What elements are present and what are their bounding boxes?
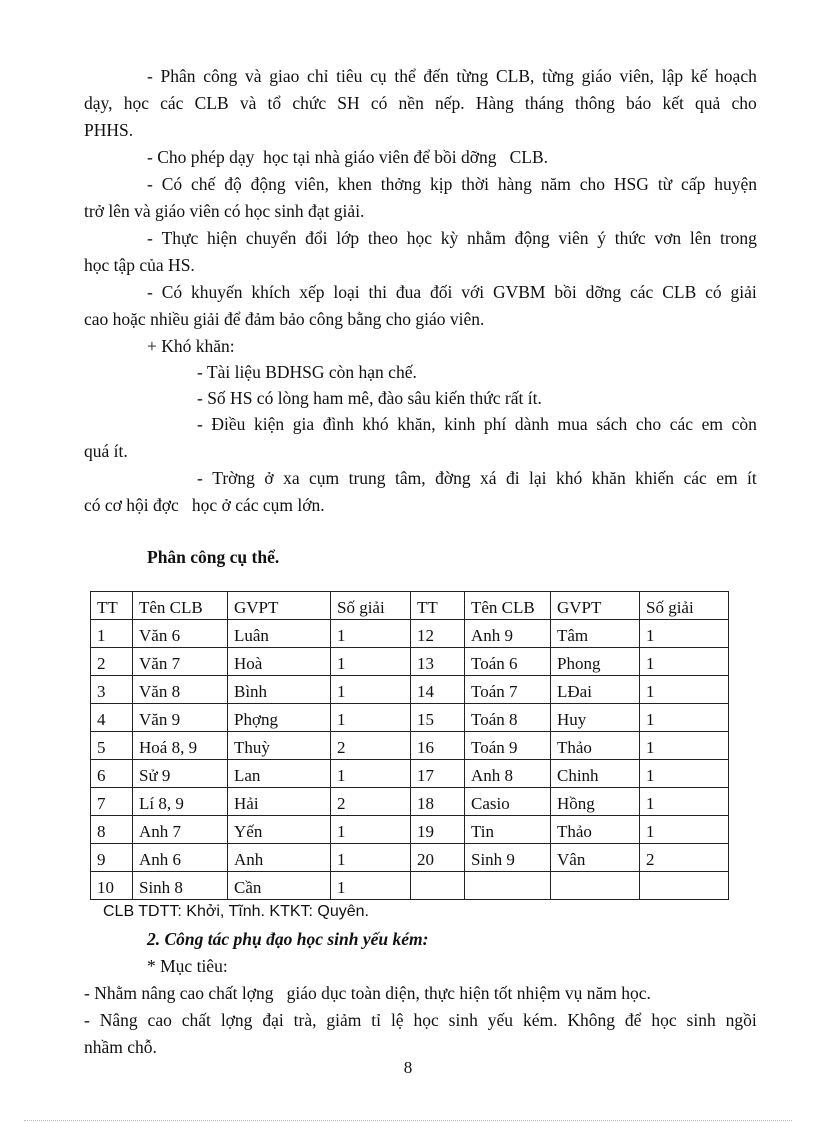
word: ít: [747, 468, 757, 488]
word: sinh: [686, 1010, 716, 1030]
word: cụ: [370, 66, 387, 86]
table-cell: 1: [640, 676, 729, 704]
table-cell: Phong: [551, 648, 640, 676]
word: cho: [579, 174, 606, 194]
difficulty-item-4-line2: có cơ hội đợc học ở các cụm lớn.: [84, 495, 325, 515]
table-row: [91, 872, 729, 900]
table-cell: 19: [411, 816, 465, 844]
word: CLB,: [495, 66, 535, 86]
word: giảm: [326, 1010, 362, 1030]
table-cell: Anh 8: [465, 760, 551, 788]
word: tổ: [267, 93, 282, 113]
word: SH: [337, 93, 360, 113]
word: học: [406, 228, 433, 248]
word: -: [147, 66, 153, 86]
header-teacher: GVPT: [551, 592, 640, 620]
difficulty-item-3-line1: [197, 412, 757, 436]
word: chỉ: [307, 66, 329, 86]
assignment-heading: Phân công cụ thể.: [147, 547, 280, 567]
word: từng: [542, 66, 574, 86]
table-cell: Lí 8, 9: [133, 788, 228, 816]
word: huyện: [714, 174, 757, 194]
word: và: [244, 66, 262, 86]
table-cell: Văn 6: [133, 620, 228, 648]
table-cell: Toán 9: [465, 732, 551, 760]
table-row: [91, 844, 729, 872]
word: sách: [596, 414, 628, 434]
table-cell: 1: [331, 872, 411, 900]
word: khiến: [635, 468, 675, 488]
word: giáo: [581, 66, 612, 86]
word: nhằm: [467, 228, 506, 248]
word: đối: [429, 282, 453, 302]
table-cell: 4: [91, 704, 133, 732]
table-cell: Thuỳ: [228, 732, 331, 760]
word: -: [147, 228, 153, 248]
word: -: [84, 1010, 90, 1030]
word: còn: [731, 414, 757, 434]
word: Điều: [211, 414, 246, 434]
word: Phân: [160, 66, 196, 86]
header-awards: Số giải: [640, 592, 729, 620]
table-header-row: [91, 592, 729, 620]
table-cell: 1: [331, 760, 411, 788]
word: khuyến: [191, 282, 243, 302]
table-cell: 1: [331, 816, 411, 844]
table-cell: Toán 6: [465, 648, 551, 676]
header-club-name: Tên CLB: [133, 592, 228, 620]
word: từng: [456, 66, 489, 86]
word: hiện: [207, 228, 238, 248]
word: các: [160, 93, 184, 113]
word: với: [461, 282, 485, 302]
word: quả: [695, 93, 721, 113]
word: hàng: [497, 174, 532, 194]
word: Trờng: [212, 468, 255, 488]
table-row: [91, 704, 729, 732]
word: đờng: [435, 468, 471, 488]
para4-line2: học tập của HS.: [84, 255, 195, 275]
word: để: [624, 1010, 642, 1030]
table-row: [91, 788, 729, 816]
table-cell: 20: [411, 844, 465, 872]
word: loại: [333, 282, 360, 302]
table-cell: Hải: [228, 788, 331, 816]
table-cell: [640, 872, 729, 900]
word: năm: [540, 174, 571, 194]
word: bồi: [554, 282, 577, 302]
table-cell: Tâm: [551, 620, 640, 648]
table-cell: 6: [91, 760, 133, 788]
table-cell: 12: [411, 620, 465, 648]
word: -: [197, 468, 203, 488]
table-row: [91, 732, 729, 760]
table-cell: [551, 872, 640, 900]
table-cell: 1: [640, 620, 729, 648]
table-cell: Tin: [465, 816, 551, 844]
word: tiêu: [336, 66, 363, 86]
word: xá: [480, 468, 497, 488]
table-cell: Chinh: [551, 760, 640, 788]
word: xếp: [299, 282, 325, 302]
difficulty-item-2: - Số HS có lòng ham mê, đào sâu kiến thức rất ít.: [197, 388, 542, 408]
table-cell: Văn 9: [133, 704, 228, 732]
word: cấp: [681, 174, 706, 194]
table-cell: 14: [411, 676, 465, 704]
table-cell: LĐai: [551, 676, 640, 704]
table-cell: 2: [640, 844, 729, 872]
table-cell: Hoá 8, 9: [133, 732, 228, 760]
table-cell: 1: [331, 676, 411, 704]
table-cell: 1: [331, 844, 411, 872]
word: HSG: [613, 174, 649, 194]
table-cell: Hoà: [228, 648, 331, 676]
table-cell: 3: [91, 676, 133, 704]
word: lại: [529, 468, 547, 488]
table-cell: Sinh 8: [133, 872, 228, 900]
word: trong: [719, 228, 757, 248]
para5-line2: cao hoặc nhiều giải để đảm bảo công bằng cho giáo viên.: [84, 309, 485, 329]
word: Không: [567, 1010, 616, 1030]
word: khó: [555, 468, 583, 488]
table-cell: Toán 7: [465, 676, 551, 704]
word: chế: [191, 174, 216, 194]
table-cell: 1: [640, 732, 729, 760]
word: kinh: [444, 414, 476, 434]
word: kết: [662, 93, 684, 113]
word: Hàng: [475, 93, 514, 113]
table-cell: Sinh 9: [465, 844, 551, 872]
section2-objective: * Mục tiêu:: [147, 956, 228, 976]
para4-line1: [147, 226, 757, 250]
word: thời: [461, 174, 489, 194]
table-cell: 1: [91, 620, 133, 648]
difficulty-item-4-line1: [197, 466, 757, 490]
word: CLB: [662, 282, 697, 302]
section2-bullet-1: - Nhằm nâng cao chất lợng giáo dục toàn diện, thực hiện tốt nhiệm vụ năm học.: [84, 983, 651, 1003]
table-cell: Thảo: [551, 816, 640, 844]
word: chuyển: [245, 228, 297, 248]
table-cell: Phợng: [228, 704, 331, 732]
para3-line2: trở lên và giáo viên có học sinh đạt giải.: [84, 201, 365, 221]
section2-bullet-2-line1: [84, 1008, 757, 1032]
table-row: [91, 648, 729, 676]
word: giao: [269, 66, 300, 86]
word: phí: [483, 414, 507, 434]
word: nền: [398, 93, 424, 113]
table-cell: Huy: [551, 704, 640, 732]
header-tt: TT: [91, 592, 133, 620]
header-awards: Số giải: [331, 592, 411, 620]
table-cell: 16: [411, 732, 465, 760]
word: dạy,: [84, 93, 113, 113]
table-row: [91, 620, 729, 648]
word: -: [147, 174, 153, 194]
word: khó: [362, 414, 389, 434]
word: ở: [264, 468, 274, 488]
word: trung: [348, 468, 386, 488]
word: -: [197, 414, 203, 434]
table-cell: Vân: [551, 844, 640, 872]
word: dành: [514, 414, 549, 434]
word: động: [514, 228, 550, 248]
section2-heading: 2. Công tác phụ đạo học sinh yếu kém:: [147, 929, 429, 949]
word: tâm,: [395, 468, 426, 488]
word: Có: [161, 282, 183, 302]
table-cell: Toán 8: [465, 704, 551, 732]
word: thể: [394, 66, 416, 86]
table-cell: Anh: [228, 844, 331, 872]
table-cell: 18: [411, 788, 465, 816]
word: -: [147, 282, 153, 302]
table-cell: 2: [331, 732, 411, 760]
word: dỡng: [585, 282, 622, 302]
word: đình: [322, 414, 354, 434]
word: báo: [626, 93, 652, 113]
word: yếu: [487, 1010, 514, 1030]
table-cell: Văn 8: [133, 676, 228, 704]
word: học: [651, 1010, 677, 1030]
table-cell: 1: [331, 620, 411, 648]
word: em: [716, 468, 738, 488]
table-cell: Luân: [228, 620, 331, 648]
table-cell: Cần: [228, 872, 331, 900]
table-cell: Văn 7: [133, 648, 228, 676]
word: độ: [224, 174, 242, 194]
word: kém.: [522, 1010, 558, 1030]
word: tháng: [524, 93, 564, 113]
table-cell: 1: [331, 704, 411, 732]
word: gia: [292, 414, 315, 434]
table-row: [91, 816, 729, 844]
difficulties-heading: + Khó khăn:: [147, 336, 235, 356]
para3-line1: [147, 172, 757, 196]
word: có: [705, 282, 722, 302]
table-cell: 1: [640, 816, 729, 844]
word: thông: [574, 93, 615, 113]
word: các: [669, 414, 694, 434]
word: Có: [161, 174, 183, 194]
word: các: [630, 282, 654, 302]
word: kế: [690, 66, 708, 86]
header-tt: TT: [411, 592, 465, 620]
word: công: [203, 66, 238, 86]
word: đại: [262, 1010, 284, 1030]
table-cell: 17: [411, 760, 465, 788]
word: trà,: [293, 1010, 317, 1030]
page-number: 8: [403, 1058, 413, 1077]
word: nếp.: [435, 93, 465, 113]
table-note: CLB TDTT: Khởi, Tĩnh. KTKT: Quyên.: [103, 903, 369, 920]
word: lập: [661, 66, 684, 86]
section2-bullet-2-line2: nhầm chỗ.: [84, 1037, 157, 1057]
page-bottom-divider: [24, 1120, 792, 1121]
table-cell: Lan: [228, 760, 331, 788]
word: CLB: [194, 93, 229, 113]
word: học: [413, 1010, 439, 1030]
word: kỳ: [440, 228, 459, 248]
word: Thực: [161, 228, 199, 248]
word: đua: [395, 282, 422, 302]
word: mua: [557, 414, 588, 434]
word: theo: [367, 228, 399, 248]
table-cell: Sử 9: [133, 760, 228, 788]
word: Nâng: [99, 1010, 138, 1030]
word: GVBM: [492, 282, 546, 302]
word: khăn: [591, 468, 626, 488]
word: xa: [283, 468, 300, 488]
table-cell: 7: [91, 788, 133, 816]
table-row: [91, 760, 729, 788]
word: cao: [147, 1010, 172, 1030]
word: từ: [657, 174, 673, 194]
table-cell: 2: [331, 788, 411, 816]
table-cell: [465, 872, 551, 900]
table-cell: 1: [331, 648, 411, 676]
table-cell: 1: [640, 760, 729, 788]
para5-line1: [147, 280, 757, 304]
word: động: [250, 174, 286, 194]
word: lệ: [390, 1010, 404, 1030]
word: chất: [181, 1010, 211, 1030]
word: thức: [614, 228, 646, 248]
clb-assignment-table: [90, 591, 729, 900]
para2: - Cho phép dạy học tại nhà giáo viên để bồi dỡng CLB.: [147, 147, 548, 167]
word: kịp: [429, 174, 453, 194]
word: đi: [505, 468, 520, 488]
table-cell: Casio: [465, 788, 551, 816]
header-club-name: Tên CLB: [465, 592, 551, 620]
word: viên,: [619, 66, 655, 86]
table-cell: 8: [91, 816, 133, 844]
difficulty-item-3-line2: quá ít.: [84, 441, 128, 461]
word: đổi: [305, 228, 328, 248]
word: lên: [689, 228, 712, 248]
table-cell: 9: [91, 844, 133, 872]
word: cho: [635, 414, 662, 434]
word: tỉ: [371, 1010, 382, 1030]
difficulty-item-1: - Tài liệu BDHSG còn hạn chế.: [197, 362, 417, 382]
table-cell: 15: [411, 704, 465, 732]
word: hoạch: [715, 66, 757, 86]
word: đến: [423, 66, 449, 86]
word: viên,: [294, 174, 329, 194]
table-cell: 1: [640, 788, 729, 816]
table-cell: Hồng: [551, 788, 640, 816]
word: các: [683, 468, 707, 488]
word: cụm: [309, 468, 340, 488]
word: thởng: [380, 174, 422, 194]
table-cell: 1: [640, 704, 729, 732]
para1-line3: PHHS.: [84, 120, 134, 140]
table-cell: Anh 6: [133, 844, 228, 872]
word: chức: [292, 93, 327, 113]
word: giải: [730, 282, 757, 302]
table-cell: 10: [91, 872, 133, 900]
word: cho: [731, 93, 757, 113]
word: có: [370, 93, 388, 113]
table-cell: 1: [640, 648, 729, 676]
table-cell: 13: [411, 648, 465, 676]
word: và: [239, 93, 257, 113]
word: thi: [368, 282, 387, 302]
word: ý: [597, 228, 606, 248]
word: khen: [337, 174, 372, 194]
para1-line2: [84, 91, 757, 115]
para1-line1: [147, 64, 757, 88]
word: khăn,: [397, 414, 436, 434]
word: vơn: [654, 228, 682, 248]
table-row: [91, 676, 729, 704]
word: sinh: [448, 1010, 478, 1030]
table-cell: Yến: [228, 816, 331, 844]
word: học: [123, 93, 149, 113]
table-cell: 2: [91, 648, 133, 676]
table-cell: 5: [91, 732, 133, 760]
word: em: [701, 414, 724, 434]
word: ngồi: [725, 1010, 757, 1030]
word: viên: [558, 228, 589, 248]
table-cell: Anh 7: [133, 816, 228, 844]
header-teacher: GVPT: [228, 592, 331, 620]
word: khích: [251, 282, 291, 302]
table-cell: Anh 9: [465, 620, 551, 648]
word: lợng: [220, 1010, 253, 1030]
word: kiện: [254, 414, 285, 434]
table-cell: Bình: [228, 676, 331, 704]
table-cell: Thảo: [551, 732, 640, 760]
word: lớp: [336, 228, 360, 248]
table-cell: [411, 872, 465, 900]
